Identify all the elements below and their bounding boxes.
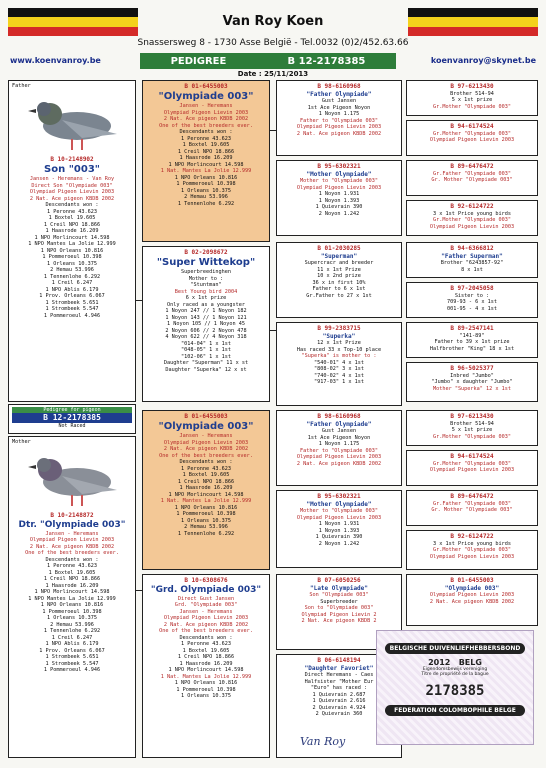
gggp-ring: B 89-6476472	[450, 493, 494, 500]
mother-name: Dtr. "Olympiade 003"	[18, 519, 126, 530]
gp1-line: 1 Orleans 10.375	[181, 187, 231, 194]
ggp-line: 2 Quievrain 360	[315, 711, 363, 717]
mother-line: 1 Tennenlohe 6.292	[43, 628, 101, 635]
gp2-line: Only raced as a youngster	[166, 301, 246, 308]
gggp-line: 3 x 1st Price young birds	[432, 210, 512, 217]
gp2-details	[146, 269, 266, 373]
ggp-line: Gust Jansen	[321, 428, 357, 434]
gp1-line: One of the best breeders ever.	[159, 122, 253, 129]
pedigree-label: PEDIGREE	[170, 55, 227, 67]
mother-line: Olympiad Pigeon Lievin 2003	[29, 537, 115, 544]
gp4-line: 1 Pommeroeul 10.398	[176, 686, 236, 693]
grandparent-card-4[interactable]	[142, 574, 270, 758]
gp1-line: 1 Haasrode 16.209	[179, 155, 233, 161]
mother-line: 1 NPO Orleans 10.816	[40, 602, 104, 609]
email-link[interactable]: koenvanroy@skynet.be	[430, 56, 536, 65]
stamp-number: 2178385	[425, 683, 485, 699]
gp2-line: "048-05" 1 x 1st	[181, 347, 231, 353]
mother-line: 1 NPO Morlincourt 14.598	[34, 589, 110, 596]
father-line: 1 Prov. Orleans 6.067	[39, 293, 105, 299]
gggp-line: "Jumbo" x daughter "Jumbo"	[431, 379, 513, 385]
gp3-line: 1 Peronne 43.623	[181, 465, 231, 472]
gp3-line: One of the best breeders ever.	[159, 452, 253, 459]
pedigree-date: Date : 25/11/2013	[237, 70, 309, 78]
ggp-name: "Superman"	[320, 252, 358, 260]
gggp-line: Gr.Mother "Olympiade 003"	[432, 547, 512, 553]
father-details	[12, 176, 132, 319]
ggp-line: 2 Nat. Ace pigeon KBDB 2002	[296, 460, 382, 467]
gp1-line: 1 Creil NPO 18.866	[177, 148, 235, 155]
ggp-line: "540-01" 4 x 1st	[314, 359, 364, 366]
mother-line: Jansen - Heremans	[45, 530, 99, 537]
mother-line: Descendants won :	[45, 556, 99, 563]
ggp-line: Father to "Olympiade 003"	[299, 117, 379, 124]
gp4-line: Olympiad Pigeon Lievin 2003	[163, 615, 249, 622]
gp3-line: Olympiad Pigeon Lievin 2003	[163, 439, 249, 446]
gp2-line: Mother to :	[188, 275, 224, 282]
ggp-ring: B 95-6302321	[317, 163, 361, 170]
ggp-line: "Superka" is mother to :	[301, 353, 377, 359]
gggp-line: Gr.Mother "Olympiade 003"	[432, 103, 512, 110]
gggp-card-9[interactable]	[406, 410, 538, 446]
mother-line: 1 Prov. Orleans 6.067	[39, 647, 105, 654]
gggp-card-8[interactable]	[406, 362, 538, 402]
ggp-line: 1 Noyon 1.175	[318, 111, 360, 117]
ggp-line: 1st Ace Pigeon Noyon	[307, 104, 371, 111]
father-line: 1 Peronne 43.623	[47, 208, 97, 215]
ggp-line: Son to "Olympiade 003"	[304, 605, 374, 611]
gp2-line: 1 Noyon 247 // 1 Noyon 182	[165, 308, 247, 314]
gp4-line: 1 NPO Orleans 10.816	[174, 680, 238, 687]
ggp-card-6[interactable]	[276, 490, 402, 568]
mother-card[interactable]	[8, 436, 136, 758]
mother-label: Mother	[12, 439, 31, 445]
ggp-line: 1 Noyon 1.931	[318, 521, 360, 527]
breeder-name: Van Roy Koen	[222, 14, 324, 29]
gp1-line: Descendants won :	[179, 129, 233, 135]
ggp-line: Halfsister "Mother Eur	[304, 678, 374, 685]
gggp-card-2[interactable]	[406, 120, 538, 156]
mother-line: 1 Haasrode 16.209	[45, 582, 99, 589]
ggp-name: "Daughter Favoriet"	[304, 664, 374, 672]
father-line: 1 Orleans 10.375	[47, 260, 97, 267]
ggp-line: 1 Noyon 1.931	[318, 191, 360, 197]
gp3-line: 1 Tennenlohe 6.292	[177, 530, 235, 537]
gggp-ring: B 89-6476472	[450, 163, 494, 170]
ggp-line: 10 x 2nd prize	[317, 273, 361, 279]
mother-line: One of the best breeders ever.	[25, 550, 119, 557]
gggp-ring: B 01-6455003	[450, 577, 494, 584]
gp3-line: Descendants won :	[179, 459, 233, 465]
ggp-line: Mother to "Olympiade 003"	[299, 508, 379, 514]
gggp-line: 2 Nat. Ace pigeon KBDB 2002	[429, 598, 515, 605]
ggp-name: "Mother Olympiade"	[306, 170, 372, 178]
gggp-card-4[interactable]	[406, 200, 538, 236]
father-line: 1 NPO Ablis 6.179	[45, 286, 99, 293]
stamp-text2: Titre de propriété de la bague	[421, 672, 489, 677]
gp2-line: 2 Noyon 606 // 2 Noyon 478	[165, 327, 247, 334]
ggp-line: 2 Noyon 1.242	[318, 210, 360, 217]
ggp-line: Supercracr and breeder	[304, 260, 374, 266]
gp2-line: 4 Noyon 622 // 4 Noyon 318	[165, 334, 247, 340]
ggp-line: Gust Jansen	[321, 98, 357, 104]
gggp-card-6[interactable]	[406, 282, 538, 318]
gp4-name: "Grd. Olympiade 003"	[150, 584, 262, 595]
ring-certificate-stamp	[376, 630, 534, 745]
gp4-line: 1 Orleans 10.375	[181, 693, 231, 700]
gp2-line: 1 Noyon 143 // 1 Noyon 121	[165, 314, 247, 321]
father-line: 2 Hemau 53.996	[50, 267, 94, 273]
mother-line: 1 Peronne 43.623	[47, 563, 97, 570]
father-line: 1 Strombeek 5.547	[45, 306, 99, 312]
gp3-line: 1 NPO Orleans 10.816	[174, 504, 238, 511]
ggp-line: 2 Quievrain 4.924	[312, 704, 366, 711]
ggp-line: Superbreeder	[320, 598, 358, 605]
gggp-line: Gr.Mother "Olympiade 003"	[432, 460, 512, 467]
gp4-line: Grd. "Olympiade 003"	[174, 602, 238, 609]
gp2-line: 6 x 1st prize	[185, 295, 227, 301]
gggp-line: Brother 514-94	[450, 90, 494, 97]
mother-line: 1 Boxtel 19.605	[48, 569, 96, 576]
gp1-name: "Olympiade 003"	[158, 90, 254, 102]
gp2-name: "Super Wittekop"	[156, 256, 256, 268]
ggp-line: 1 Quievrain 390	[315, 534, 363, 540]
gggp-ring: B 92-6124722	[450, 533, 494, 540]
gp1-line: 1 NPO Morlincourt 14.598	[168, 161, 244, 168]
gggp-ring: B 94-6174524	[450, 453, 494, 460]
signature: Van Roy	[300, 735, 346, 748]
gggp-ring: B 94-6174524	[450, 123, 494, 130]
grandparent-card-1[interactable]	[142, 80, 270, 242]
gggp-line: Gr.Mother "Olympiade 003"	[432, 217, 512, 223]
gggp-ring: B 89-2547141	[450, 325, 494, 332]
stamp-bottom: FEDERATION COLOMBOPHILE BELGE	[385, 705, 525, 716]
father-line: 1 NPO Morlincourt 14.598	[34, 234, 110, 241]
pigeon-ref-label: Pedigree for pigeon	[12, 407, 132, 413]
mother-line: 2 Hemau 53.996	[50, 621, 94, 628]
gp3-details	[146, 433, 266, 537]
gggp-line: Olympiad Pigeon Lievin 2003	[429, 137, 515, 143]
ggp-line: "808-02" 3 x 1st	[314, 366, 364, 372]
mother-line: 2 Nat. Ace pigeon KBDB 2002	[29, 543, 115, 550]
father-line: 1 Creil 6.247	[51, 280, 93, 286]
ggp-line: Direct Heremans - Caes	[304, 672, 374, 678]
ggp-line: Mother to "Olympiade 003"	[299, 178, 379, 184]
gggp-line: Gr. Mother "Olympiade 003"	[431, 507, 513, 513]
father-line: Direct Son "Olympiade 003"	[31, 182, 113, 189]
father-card[interactable]	[8, 80, 136, 402]
gp3-line: Jansen - Heremans	[179, 433, 233, 439]
mother-line: 1 Creil 6.247	[51, 634, 93, 641]
gggp-line: 709-93 - 6 x 1st	[447, 299, 497, 305]
ggp-line: 1 Quievrain 2.616	[312, 698, 366, 704]
gp4-line: 1 Peronne 43.623	[181, 641, 231, 648]
father-ring: B 10-2148902	[50, 156, 94, 163]
gggp-card-13[interactable]	[406, 574, 538, 626]
mother-line: 1 Pommeroeul 10.398	[42, 608, 102, 615]
mother-line: 1 Pommeroeul 4.946	[43, 667, 101, 674]
gp1-line: Olympiad Pigeon Lievin 2003	[163, 109, 249, 116]
gp1-line: 1 Boxtel 19.605	[182, 142, 230, 148]
gp1-line: 1 Nat. Mantes La Jolie 12.999	[160, 168, 252, 174]
gggp-card-10[interactable]	[406, 450, 538, 486]
gp3-line: 1 Boxtel 19.605	[182, 472, 230, 478]
ggp-line: Gr.Father to 27 x 1st	[306, 292, 372, 299]
gggp-card-3[interactable]	[406, 160, 538, 196]
gp4-line: Direct Gust Jansen	[177, 595, 235, 602]
ggp-ring: B 98-6160968	[317, 413, 361, 420]
gggp-card-5[interactable]	[406, 242, 538, 278]
grandparent-card-3[interactable]	[142, 410, 270, 570]
gp3-line: 2 Hemau 53.996	[184, 524, 228, 530]
stamp-country: BELG	[458, 658, 482, 667]
gp1-line: 1 NPO Orleans 10.816	[174, 174, 238, 181]
mother-line: 1 NPO Mantes La Jolie 12.999	[28, 595, 116, 602]
father-line: Descendants won :	[45, 202, 99, 208]
gggp-line: Olympiad Pigeon Lievin 2003	[429, 467, 515, 473]
ggp-name: "Father Olympiade"	[306, 90, 372, 98]
mother-line: 1 Creil NPO 18.866	[43, 576, 101, 583]
ggp-line: 12 x 1st Prize	[317, 340, 361, 346]
gp3-line: 2 Nat. Ace pigeon KBDB 2002	[163, 446, 249, 452]
gggp-line: 3 x 1st Price young birds	[432, 540, 512, 547]
ggp-card-2[interactable]	[276, 160, 402, 236]
gp3-line: 1 Creil NPO 18.866	[177, 478, 235, 485]
gggp-ring: B 92-6124722	[450, 203, 494, 210]
ggp-line: 11 x 1st Prize	[317, 266, 361, 273]
gp1-details	[146, 103, 266, 207]
gggp-line: 5 x 1st prize	[451, 97, 493, 103]
ggp-line: 2 Noyon 1.242	[318, 540, 360, 547]
gp3-name: "Olympiade 003"	[158, 420, 254, 432]
gp4-details	[146, 596, 266, 700]
mother-line: 1 Strombeek 5.651	[45, 654, 99, 661]
stamp-text1: Eigendomsbewijs vereniging	[422, 667, 488, 672]
ggp-name: "Superka"	[322, 332, 356, 340]
gggp-card-1[interactable]	[406, 80, 538, 116]
father-line: 2 Nat. Ace pigeon KBDB 2002	[29, 195, 115, 202]
gp3-line: 1 Orleans 10.375	[181, 517, 231, 524]
stamp-year: 2012	[428, 658, 451, 667]
gggp-line: Olympiad Pigeon Lievin 2003	[429, 553, 515, 560]
pedigree-ring: B 12-2178385	[287, 55, 366, 67]
mother-line: 1 Orleans 10.375	[47, 615, 97, 622]
ggp-line: Father to "Olympiade 003"	[299, 447, 379, 454]
gggp-line: Olympiad Pigeon Lievin 2003	[429, 592, 515, 598]
father-line: 1 Strombeek 5.651	[45, 299, 99, 306]
gggp-line: Gr.Mother "Olympiade 003"	[432, 433, 512, 440]
gggp-line: Brother 514-94	[450, 420, 494, 427]
gggp-ring: B 96-5025377	[450, 365, 494, 372]
ggp-line: Olympiad Pigeon Lievin 2003	[296, 514, 382, 521]
father-line: 1 NPO Mantes La Jolie 12.999	[28, 241, 116, 247]
ggp-line: 36 x in first 10%	[312, 279, 366, 286]
mother-ring: B 10-2148872	[50, 512, 94, 519]
ggp-ring: B 95-6302321	[317, 493, 361, 500]
gggp-name: "Olympiade 003"	[444, 584, 500, 592]
gp1-line: 1 Peronne 43.623	[181, 135, 231, 142]
ggp-ring: B 06-6148194	[317, 657, 361, 664]
ggp-line: 2 Nat. Ace pigeon KBDB 2002	[296, 130, 382, 137]
pigeon-ref-ring: B 12-2178385	[12, 413, 132, 423]
ggp-ring: B 01-2030285	[317, 245, 361, 252]
gggp-line: Olympiad Pigeon Lievin 2003	[429, 223, 515, 230]
gggp-ring: B 97-2045058	[450, 285, 494, 292]
father-line: 1 Creil NPO 18.866	[43, 221, 101, 228]
gp4-line: Descendants won :	[179, 634, 233, 641]
ggp-line: 1 Noyon 1.393	[318, 197, 360, 204]
father-line: Olympiad Pigeon Lievin 2003	[29, 189, 115, 195]
pigeon-photo-mother	[22, 448, 122, 508]
gggp-card-11[interactable]	[406, 490, 538, 526]
ggp-line: Father to 6 x 1st	[312, 286, 366, 292]
gp3-line: 1 NPO Morlincourt 14.598	[168, 491, 244, 498]
father-line: 1 Haasrode 16.209	[45, 228, 99, 234]
gp4-line: 1 Haasrode 16.209	[179, 660, 233, 667]
gp3-ring: B 01-6455003	[184, 413, 228, 420]
pigeon-photo-father	[22, 92, 122, 152]
ggp-ring: B 98-6160968	[317, 83, 361, 90]
father-line: 1 Pommeroeul 10.398	[42, 254, 102, 260]
gggp-line: 5 x 1st prize	[451, 427, 493, 433]
gp4-line: Jansen - Heremans	[179, 608, 233, 615]
ggp-line: Olympiad Pigeon Lievin 2003	[296, 454, 382, 460]
gggp-line: "141-89"	[459, 332, 485, 339]
gggp-line: Brother "6243857-92"	[440, 260, 504, 266]
father-name: Son "003"	[44, 163, 100, 175]
gggp-line: 001-95 - 4 x 1st	[447, 305, 497, 312]
ggp-line: Olympiad Pigeon Lievin 2003	[296, 124, 382, 130]
gp1-ring: B 01-6455003	[184, 83, 228, 90]
gggp-line: Sister to :	[454, 292, 490, 299]
pedigree-bar	[140, 53, 396, 69]
gp4-ring: B 10-6308676	[184, 577, 228, 584]
gp2-line: Daughter "Superka" 12 x st	[165, 366, 247, 373]
ggp-line: "917-03" 1 x 1st	[314, 379, 364, 385]
gp4-line: One of the best breeders ever.	[159, 628, 253, 635]
gggp-card-7[interactable]	[406, 322, 538, 358]
gp2-line: Best Young bird 2004	[174, 288, 238, 295]
father-line: 1 Boxtel 19.605	[48, 215, 96, 221]
gp2-line: "Stuntman"	[190, 282, 222, 288]
gp4-line: 1 NPO Morlincourt 14.598	[168, 667, 244, 674]
gp4-line: 1 Nat. Mantes La Jolie 12.999	[160, 673, 252, 680]
ggp-line: "740-02" 4 x 1st	[314, 372, 364, 379]
gp2-line: Daughter "Superman" 11 x st	[163, 360, 249, 366]
ggp-ring: B 99-2383715	[317, 325, 361, 332]
father-line: Jansen - Heremans - Van Roy	[29, 176, 115, 182]
ggp-card-3[interactable]	[276, 242, 402, 318]
gggp-line: Gr.Mother "Olympiade 003"	[432, 130, 512, 137]
father-line: 1 Pommeroeul 4.946	[43, 312, 101, 319]
gp1-line: 1 Tennenlohe 6.292	[177, 200, 235, 207]
gggp-line: Gr. Mother "Olympiade 003"	[431, 177, 513, 183]
mother-line: 1 Strombeek 5.547	[45, 660, 99, 667]
gggp-line: Inbred "Jumbo"	[450, 372, 494, 379]
ggp-line: Olympiad Pigeon Lievin 2003	[296, 184, 382, 191]
gggp-name: "Father Superman"	[441, 252, 503, 260]
gp1-line: 2 Hemau 53.996	[184, 194, 228, 200]
mother-line: 1 NPO Ablis 6.179	[45, 641, 99, 648]
gggp-ring: B 97-6213430	[450, 83, 494, 90]
gp4-line: 1 Creil NPO 18.866	[177, 654, 235, 661]
gggp-line: Gr.Father "Olympiade 003"	[432, 500, 512, 507]
gp4-line: 2 Nat. Ace pigeon KBDB 2002	[163, 621, 249, 628]
ggp-line: "Euro" has raced :	[310, 685, 368, 691]
stamp-top: BELGISCHE DUIVENLIEFHEBBERSBOND	[385, 643, 525, 654]
ggp-line: 1 Noyon 1.393	[318, 527, 360, 534]
gp2-ring: B 02-2098672	[184, 249, 228, 256]
father-line: 1 Tennenlohe 6.292	[43, 273, 101, 280]
gp3-line: 1 Pommeroeul 10.398	[176, 511, 236, 517]
ggp-card-5[interactable]	[276, 410, 402, 486]
ggp-name: "Late Olympiade"	[310, 584, 368, 592]
gp2-line: 1 Noyon 105 // 1 Noyon 45	[166, 321, 246, 327]
gggp-line: Gr.Father "Olympiade 003"	[432, 170, 512, 177]
ggp-name: "Father Olympiade"	[306, 420, 372, 428]
ggp-line: 1 Quievrain 2.687	[312, 691, 366, 698]
ggp-line: 2 Nat. Ace pigeon KBDB 2	[301, 618, 377, 624]
gp1-line: 1 Pommeroeul 10.398	[176, 181, 236, 187]
ggp-line: Son "Olympiade 003"	[309, 592, 369, 598]
ggp-card-1[interactable]	[276, 80, 402, 156]
website-link[interactable]: www.koenvanroy.be	[10, 56, 101, 65]
grandparent-card-2[interactable]	[142, 246, 270, 402]
father-label: Father	[12, 83, 31, 89]
gggp-card-12[interactable]	[406, 530, 538, 570]
gp4-line: 1 Boxtel 19.605	[182, 647, 230, 654]
ggp-line: 1 Noyon 1.175	[318, 441, 360, 447]
mother-details	[12, 531, 132, 674]
pigeon-ref-card	[8, 404, 136, 434]
father-line: 1 NPO Orleans 10.816	[40, 247, 104, 254]
ggp-line: Has raced 33 x Top-10 place	[296, 346, 382, 353]
gp2-line: "014-04" 1 x 1st	[181, 340, 231, 347]
ggp-ring: B 07-6050256	[317, 577, 361, 584]
gggp-ring: B 97-6213430	[450, 413, 494, 420]
ggp-card-4[interactable]	[276, 322, 402, 406]
gggp-line: Father to 39 x 1st prize	[434, 339, 510, 345]
breeder-address: Snassersweg 8 - 1730 Asse België - Tel.0032 (0)2/452.63.66	[137, 38, 409, 48]
gp2-line: Superbreedinghen	[181, 269, 231, 275]
gggp-line: 8 x 1st	[461, 266, 483, 273]
ggp-name: "Mother Olympiade"	[306, 500, 372, 508]
ggp-line: 1 Quievrain 390	[315, 204, 363, 210]
gp2-line: "102-06" 1 x 1st	[181, 353, 231, 360]
gggp-line: Halfbrother "King" 18 x 1st	[429, 345, 515, 352]
ggp-line: 1st Ace Pigeon Noyon	[307, 434, 371, 441]
pigeon-ref-status: Not Raced	[58, 423, 86, 430]
gp3-line: 1 Nat. Mantes La Jolie 12.999	[160, 498, 252, 504]
gp1-line: 2 Nat. Ace pigeon KBDB 2002	[163, 116, 249, 122]
ggp-line: Olympiad Pigeon Lievin 2	[301, 611, 377, 618]
gp1-line: Jansen - Heremans	[179, 103, 233, 109]
gp3-line: 1 Haasrode 16.209	[179, 485, 233, 491]
gggp-line: Mother "Superka" 12 x 1st	[432, 385, 512, 392]
gggp-ring: B 94-6366812	[450, 245, 494, 252]
